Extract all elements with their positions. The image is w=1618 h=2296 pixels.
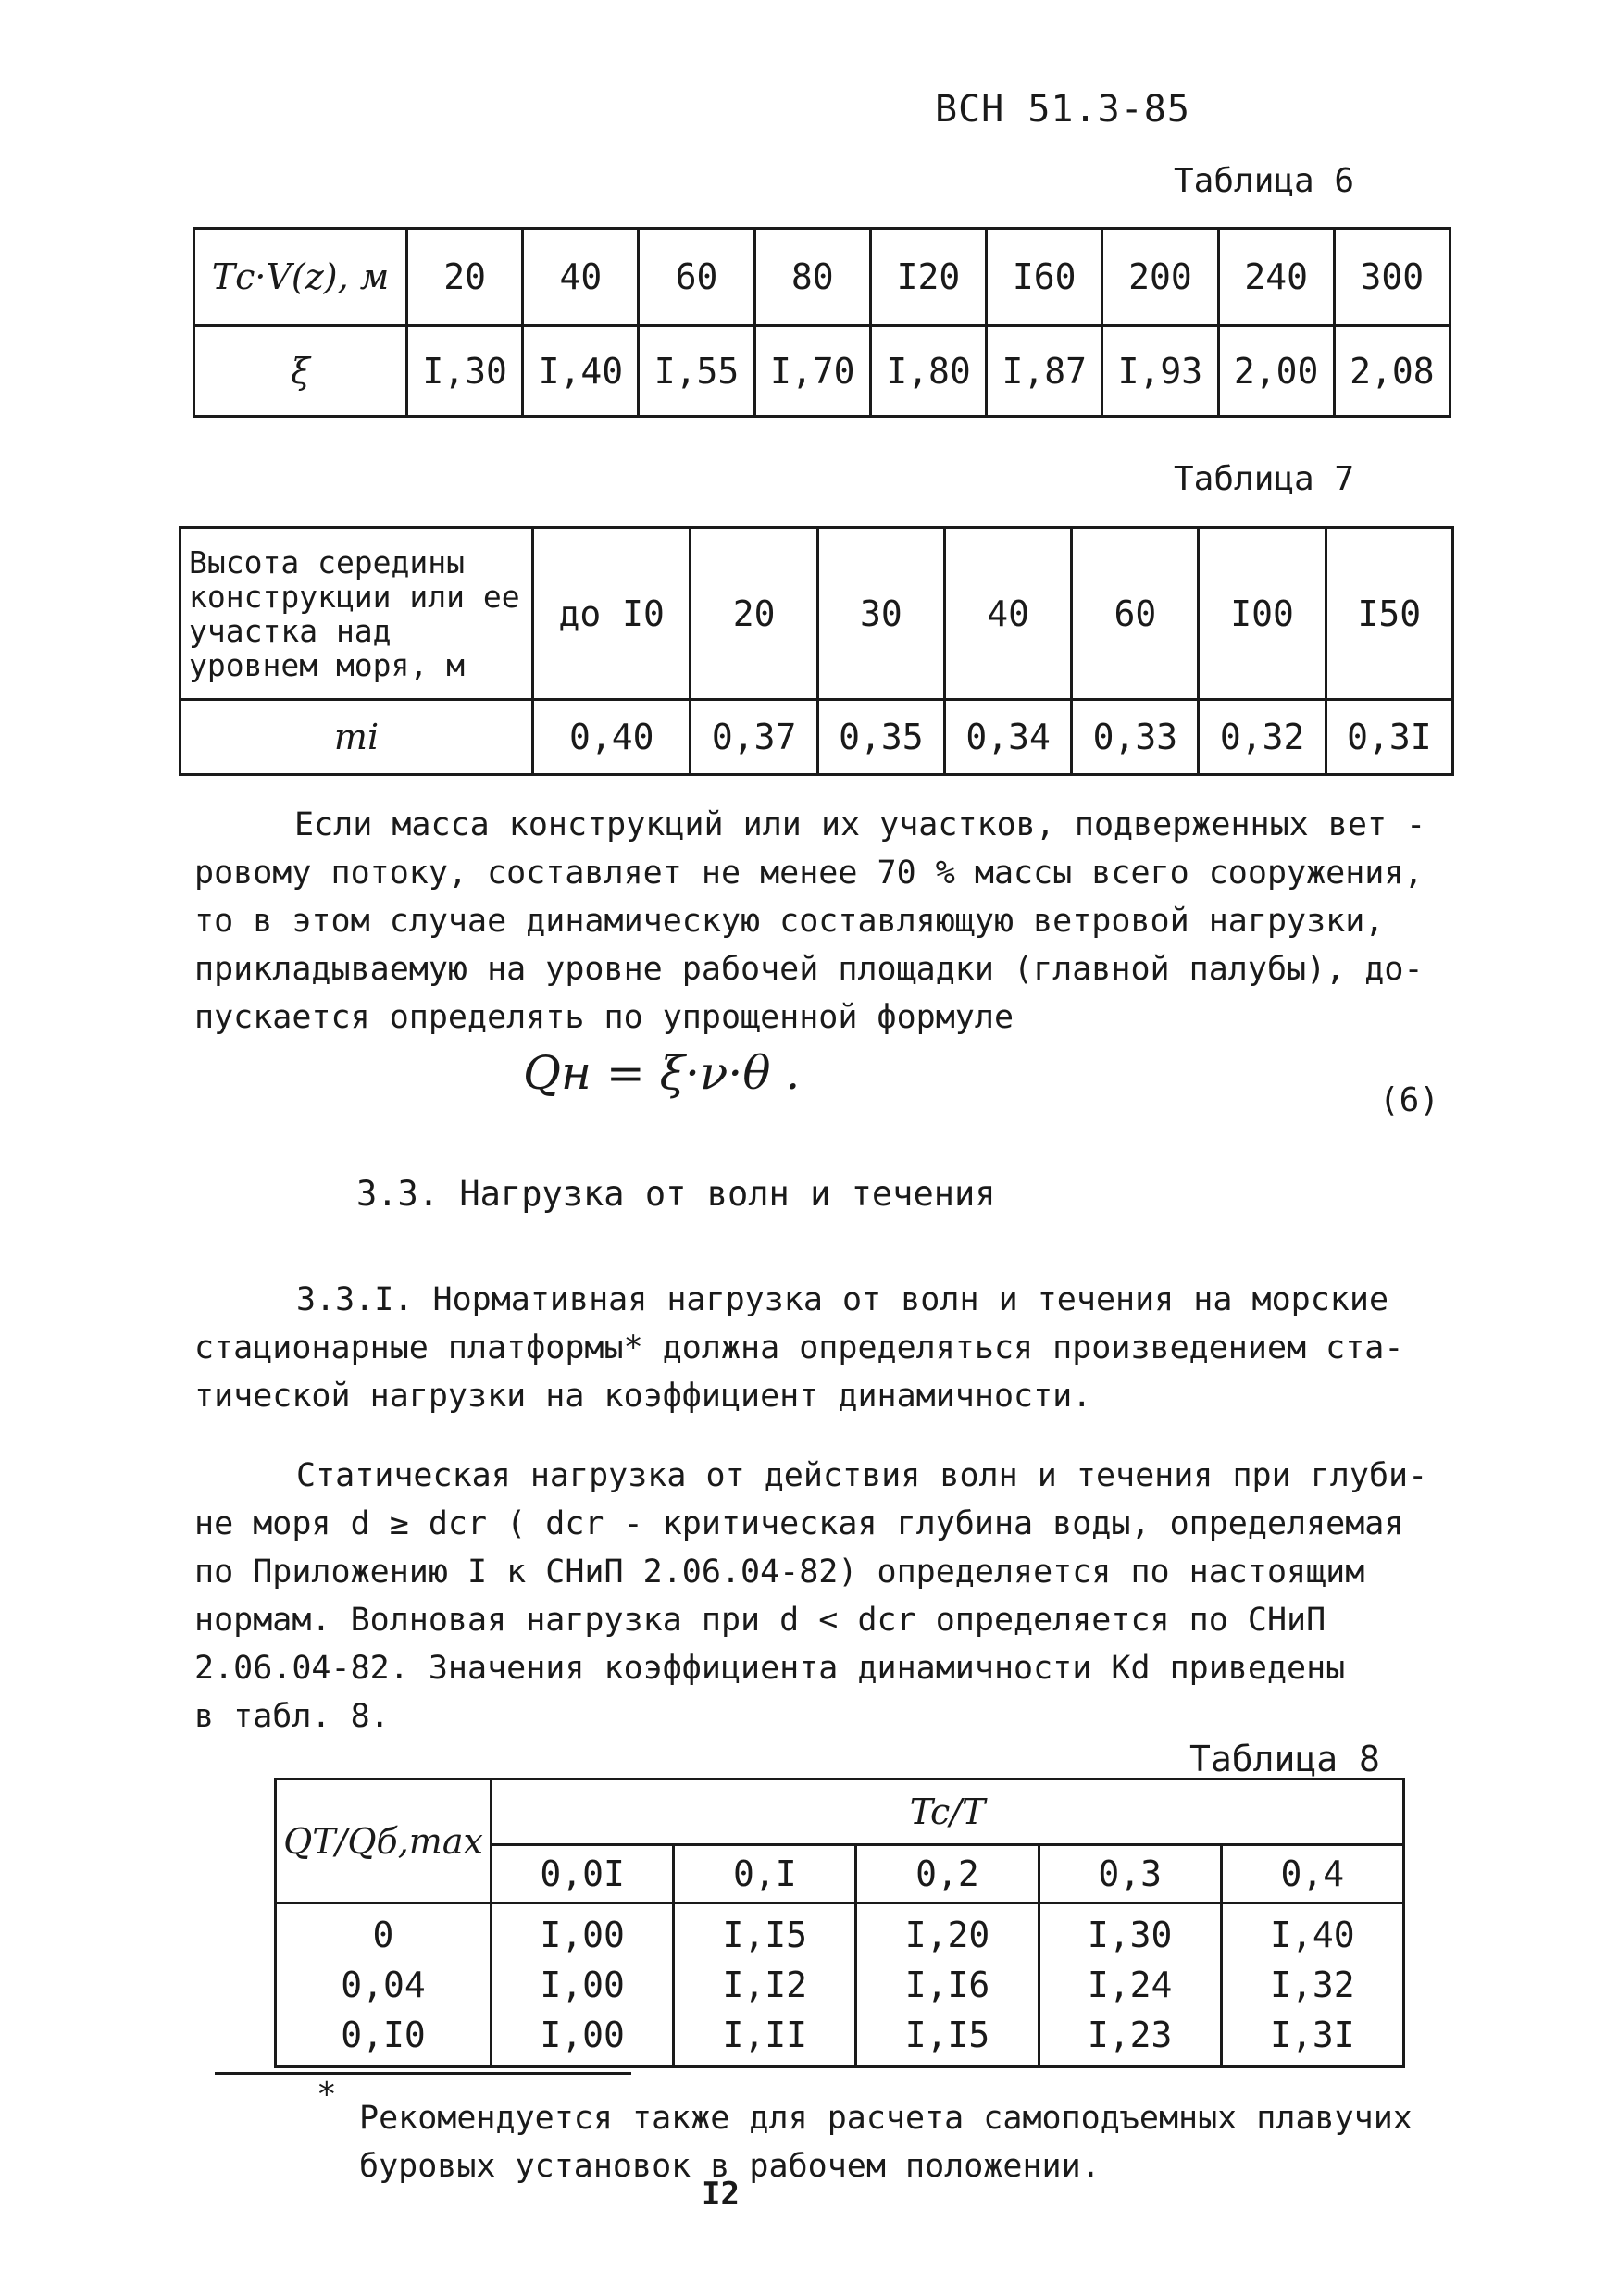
table6-cell: I,87 [987,326,1102,417]
table6-cell: 300 [1334,229,1450,326]
table6-cell: 20 [407,229,523,326]
paragraph-line: стационарные платформы* должна определяться произведением ста- [194,1329,1404,1366]
table6-cell: 80 [754,229,870,326]
table-8 [274,1778,1405,2068]
footnote-line: Рекомендуется также для расчета самоподъемных плавучих [359,2100,1413,2137]
table8-cell: I,I5 [904,2015,990,2055]
paragraph-line: в табл. 8. [194,1698,390,1735]
table8-cell: I,I2 [722,1965,808,2005]
paragraph-line: 3.3.I. Нормативная нагрузка от волн и течения на морские [296,1281,1389,1318]
table7-caption: Таблица 7 [1174,460,1355,498]
table8-column-header: 0,4 [1221,1845,1403,1903]
formula-6: Qн = ξ·ν·θ . [523,1046,801,1100]
table7-cell: 40 [944,528,1071,700]
table7-header-cell: Высота середины конструкции или ее участка над уровнем моря, м [180,528,533,700]
table8-cell: I,20 [904,1915,990,1955]
table7-symbol-cell: mi [180,700,533,775]
table6-cell: 2,00 [1218,326,1334,417]
table6-cell: 60 [639,229,754,326]
table8-cell: I,00 [540,1915,625,1955]
footnote-mark: * [317,2076,337,2114]
paragraph-line: пускается определять по упрощенной формуле [194,999,1014,1036]
table-7 [179,526,1454,776]
table8-cell: I,3I [1270,2015,1355,2055]
footnote-line: буровых установок в рабочем положении. [359,2148,1101,2185]
table8-caption: Таблица 8 [1189,1739,1380,1779]
table6-cell: I,80 [870,326,986,417]
table6-symbol-cell: ξ [194,326,407,417]
table7-cell: 30 [817,528,944,700]
table6-caption: Таблица 6 [1174,162,1355,200]
table8-row-labels [276,1903,492,2067]
table8-column-header: 0,I [674,1845,856,1903]
table8-column-values [856,1903,1039,2067]
table8-cell: I,32 [1270,1965,1355,2005]
paragraph-line: Если масса конструкций или их участков, подверженных вет - [294,806,1426,843]
table6-header-cell: Tс·V(z), м [194,229,407,326]
paragraph-line: не моря d ≥ dcr ( dcr - критическая глубина воды, определяемая [194,1505,1404,1542]
table6-row-values [194,326,1450,417]
paragraph-line: прикладываемую на уровне рабочей площадки (главной палубы), до- [194,951,1424,988]
table8-row-label: 0,I0 [341,2015,426,2055]
table8-column-header: 0,3 [1039,1845,1221,1903]
table6-cell: I60 [987,229,1102,326]
paragraph-line: нормам. Волновая нагрузка при d < dcr определяется по СНиП [194,1602,1326,1639]
table8-column-values [1221,1903,1403,2067]
table8-column-values [674,1903,856,2067]
table7-cell: I00 [1199,528,1326,700]
formula-number: (6) [1379,1081,1440,1119]
paragraph-line: 2.06.04-82. Значения коэффициента динамичности Kd приведены [194,1650,1346,1687]
table8-cell: I,00 [540,1965,625,2005]
table7-cell: 0,3I [1326,700,1452,775]
table6-row-heights [194,229,1450,326]
table7-cell: 20 [691,528,817,700]
page-number: I2 [702,2176,740,2213]
table7-cell: 0,33 [1072,700,1199,775]
table8-cell: I,00 [540,2015,625,2055]
table8-column-values [492,1903,674,2067]
table7-cell: до I0 [533,528,691,700]
table7-cell: 0,32 [1199,700,1326,775]
table8-cell: I,I6 [904,1965,990,2005]
table8-cell: I,23 [1087,2015,1173,2055]
table8-data-row [276,1903,1404,2067]
section-heading: 3.3. Нагрузка от волн и течения [356,1174,996,1214]
table8-column-header: 0,2 [856,1845,1039,1903]
paragraph-line: по Приложению I к СНиП 2.06.04-82) определяется по настоящим [194,1554,1365,1591]
table8-row-label: 0 [372,1915,394,1955]
table6-cell: I,30 [407,326,523,417]
table8-column-values [1039,1903,1221,2067]
table8-group-row [276,1779,1404,1845]
paragraph-line: ровому потоку, составляет не менее 70 % массы всего сооружения, [194,855,1424,892]
table7-cell: 0,40 [533,700,691,775]
table7-cell: I50 [1326,528,1452,700]
table8-cell: I,30 [1087,1915,1173,1955]
table7-row-values [180,700,1453,775]
table-6 [193,227,1451,418]
table6-cell: I,70 [754,326,870,417]
table6-cell: I20 [870,229,986,326]
document-code: ВСН 51.3-85 [935,88,1190,131]
table6-cell: I,55 [639,326,754,417]
footnote-divider [215,2072,631,2075]
table8-column-header: 0,0I [492,1845,674,1903]
table6-cell: 40 [523,229,639,326]
table6-cell: I,93 [1102,326,1218,417]
table7-cell: 60 [1072,528,1199,700]
footnote-text [359,2094,1413,2190]
table8-corner-cell: QT/Qб,max [276,1779,492,1903]
paragraph-line: то в этом случае динамическую составляющую ветровой нагрузки, [194,903,1385,940]
table7-cell: 0,34 [944,700,1071,775]
table7-cell: 0,35 [817,700,944,775]
table6-cell: 200 [1102,229,1218,326]
table6-cell: I,40 [523,326,639,417]
paragraph-line: тической нагрузки на коэффициент динамичности. [194,1378,1092,1415]
table8-row-label: 0,04 [341,1965,426,2005]
table7-row-heights [180,528,1453,700]
table8-group-header: Tc/T [492,1779,1404,1845]
table6-cell: 240 [1218,229,1334,326]
table8-cell: I,I5 [722,1915,808,1955]
table8-cell: I,24 [1087,1965,1173,2005]
paragraph-line: Статическая нагрузка от действия волн и течения при глуби- [296,1457,1428,1494]
table6-cell: 2,08 [1334,326,1450,417]
table8-cell: I,40 [1270,1915,1355,1955]
table8-cell: I,II [722,2015,808,2055]
table7-cell: 0,37 [691,700,817,775]
